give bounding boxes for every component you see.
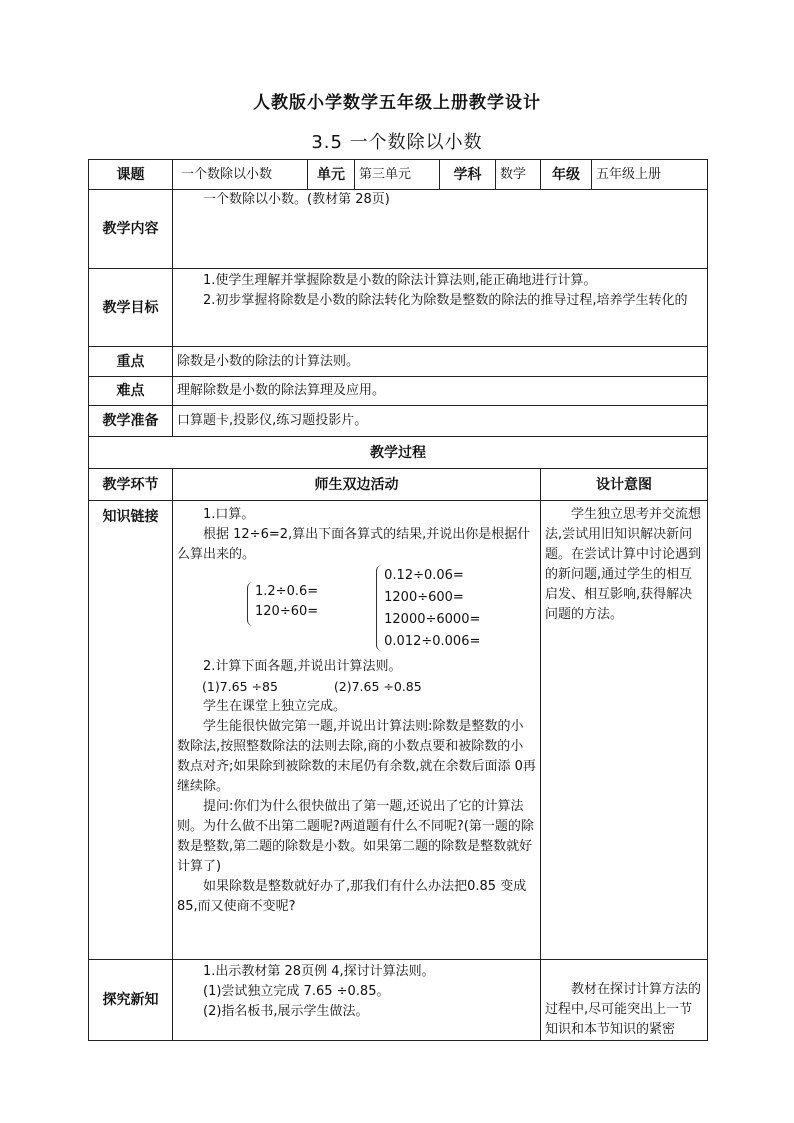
- difficulty-label: 难点: [89, 377, 173, 406]
- s1-line-exercises: [177, 677, 536, 697]
- s1-line: 学生在课堂上独立完成。: [203, 699, 347, 714]
- subject-value: 数学: [496, 160, 541, 190]
- s2-line: 1.出示教材第 28页例 4,探讨计算法则。: [203, 964, 435, 979]
- s2-line: (1)尝试独立完成 7.65 ÷0.85。: [203, 984, 390, 999]
- col-stage-header: 教学环节: [89, 469, 173, 501]
- goals-label: 教学目标: [89, 269, 173, 347]
- col-activity-header: 师生双边活动: [173, 469, 541, 501]
- subject-label: 学科: [440, 160, 496, 190]
- topic-value: 一个数除以小数: [173, 160, 308, 190]
- equation: 120÷60=: [255, 604, 319, 619]
- section1-activity: [173, 501, 541, 960]
- exercise-2: (2)7.65 ÷0.85: [333, 679, 422, 694]
- difficulty-text: 理解除数是小数的除法算理及应用。: [173, 377, 708, 406]
- equation: 1200÷600=: [384, 590, 464, 605]
- goals-cell: [173, 269, 708, 347]
- document-subtitle: 3.5 一个数除以小数: [311, 132, 483, 153]
- section2-intent: [541, 960, 708, 1041]
- equation-group-right: [376, 565, 480, 651]
- unit-label: 单元: [308, 160, 355, 190]
- content-cell: [173, 190, 708, 269]
- s1-line: 根据 12÷6=2,算出下面各算式的结果,并说出你是根据什么算出来的。: [177, 527, 531, 562]
- section1-stage: 知识链接: [89, 501, 173, 960]
- s1-line: 如果除数是整数就好办了,那我们有什么办法把0.85 变成85,而又使商不变呢?: [177, 879, 527, 914]
- grade-label: 年级: [541, 160, 592, 190]
- topic-label: 课题: [89, 160, 173, 190]
- goal-item: 2.初步掌握将除数是小数的除法转化为除数是整数的除法的推导过程,培养学生转化的: [203, 293, 688, 308]
- goal-item: 1.使学生理解并掌握除数是小数的除法计算法则,能正确地进行计算。: [203, 273, 597, 288]
- s2-line: (2)指名板书,展示学生做法。: [203, 1004, 369, 1019]
- document-title: 人教版小学数学五年级上册教学设计: [253, 93, 541, 113]
- equation: 0.012÷0.006=: [384, 634, 481, 649]
- prep-text: 口算题卡,投影仪,练习题投影片。: [173, 406, 708, 437]
- s1-line: 2.计算下面各题,并说出计算法则。: [203, 659, 402, 674]
- equation: 0.12÷0.06=: [384, 568, 464, 583]
- equation: 12000÷6000=: [384, 612, 481, 627]
- content-text: 一个数除以小数。(教材第 28页): [203, 192, 390, 207]
- s1-line: 学生能很快做完第一题,并说出计算法则:除数是整数的小数除法,按照整数除法的法则去除,商的小数点要和被除数的小数点对齐;如果除到被除数的末尾仍有余数,就在余数后面添 0再继续除。: [177, 719, 536, 794]
- col-intent-header: 设计意图: [541, 469, 708, 501]
- lesson-plan-table: [88, 159, 708, 1041]
- equation-group-left: [247, 582, 318, 626]
- exercise-1: (1)7.65 ÷85: [202, 679, 278, 694]
- content-label: 教学内容: [89, 190, 173, 269]
- section2-activity: [173, 960, 541, 1041]
- key-label: 重点: [89, 347, 173, 377]
- process-header: 教学过程: [89, 437, 708, 469]
- s1-line: 提问:你们为什么很快做出了第一题,还说出了它的计算法则。为什么做不出第二题呢?两道题有什么不同呢?(第一题的除数是整数,第二题的除数是小数。如果第二题的除数是整数就好计算了): [177, 799, 534, 874]
- s1-intent-text: 学生独立思考并交流想法,尝试用旧知识解决新问题。在尝试计算中讨论遇到的新问题,通过学生的相互启发、相互影响,获得解决问题的方法。: [545, 507, 702, 622]
- unit-value: 第三单元: [355, 160, 440, 190]
- section2-stage: 探究新知: [89, 960, 173, 1041]
- prep-label: 教学准备: [89, 406, 173, 437]
- oral-calc-equations: [177, 565, 536, 651]
- section1-intent: [541, 501, 708, 960]
- s2-intent-text: 教材在探讨计算方法的过程中,尽可能突出上一节知识和本节知识的紧密: [545, 982, 702, 1037]
- s1-line: 1.口算。: [203, 507, 255, 522]
- equation: 1.2÷0.6=: [255, 584, 319, 599]
- grade-value: 五年级上册: [592, 160, 708, 190]
- key-text: 除数是小数的除法的计算法则。: [173, 347, 708, 377]
